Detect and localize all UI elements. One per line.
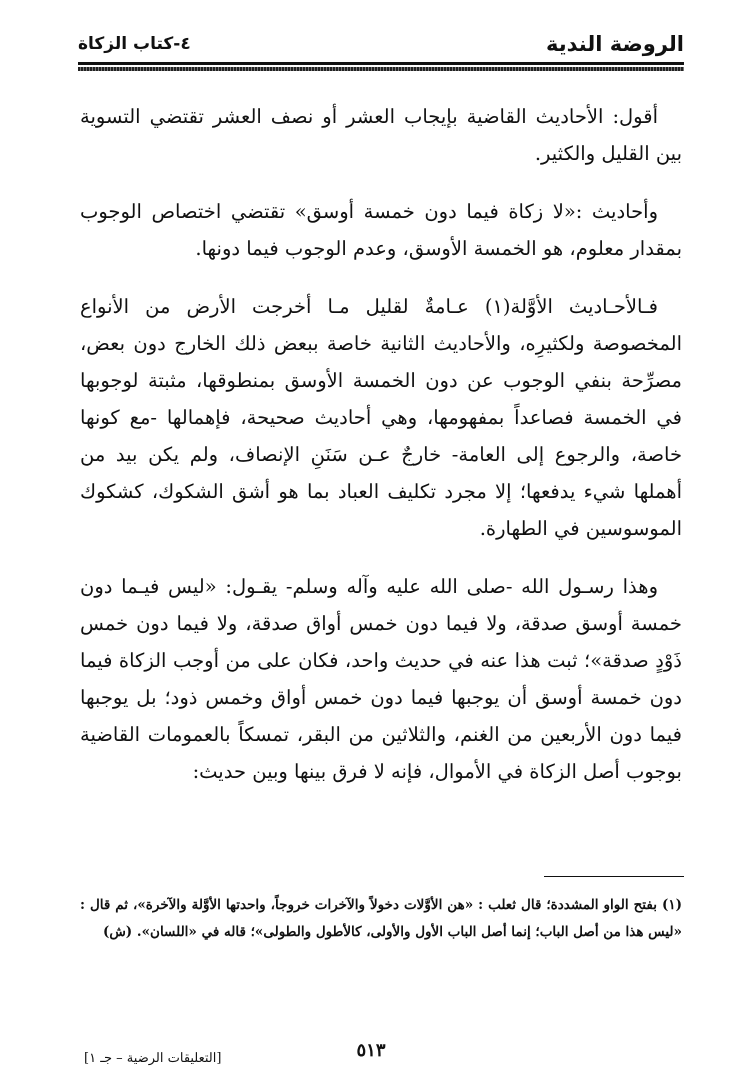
header-rule: [78, 62, 684, 65]
paragraph-3: فـالأحـاديث الأوَّلة(١) عـامةٌ لقليل مـا أخرجت الأرض من الأنواع المخصوصة ولكثيرِه، والأحاديث الثانية خاصة ببعض ذلك الخارج دون بعض، مصرِّحة بنفي الوجوب عن دون الخمسة الأوسق بمنطوقها، مثبتة لوجوبها في الخمسة فصاعداً بمفهومها، وهي أحاديث صحيحة، فإهمالها -مع كونها خاصة، والرجوع إلى العامة- خارجٌ عـن سَنَنِ الإنصاف، ولم يكن بيد من أهملها شيء يدفعها؛ إلا مجرد تكليف العباد بما هو أشق الشكوك، كشكوك الموسوسين في الطهارة.: [80, 295, 682, 540]
footer-note: [التعليقات الرضية – جـ ١]: [84, 1051, 222, 1066]
footnote: (١) بفتح الواو المشددة؛ قال ثعلب : «هن الأوَّلات دخولاً والآخرات خروجاً، واحدتها الأوَّلة والآخرة»، ثم قال : «ليس هذا من أصل الباب؛ إنما أصل الباب الأول والأولى، كالأطول والطولى»؛ قاله في «اللسان». (ش): [80, 897, 682, 940]
chapter-title: ٤-كتاب الزكاة: [78, 34, 191, 54]
paragraph-1: أقول: الأحاديث القاضية بإيجاب العشر أو نصف العشر تقتضي التسوية بين القليل والكثير.: [80, 105, 682, 165]
book-title: الروضة الندية: [546, 32, 684, 56]
main-text: [80, 98, 682, 811]
footnote-separator: [544, 876, 684, 877]
paragraph-4: وهذا رسـول الله -صلى الله عليه وآله وسلم- يقـول: «ليس فيـما دون خمسة أوسق صدقة، ولا فيما دون خمس أواق صدقة، ولا فيما دون خمس ذَوْدٍ صدقة»؛ ثبت هذا عنه في حديث واحد، فكان على من أوجب الزكاة فيما دون خمسة أوسق أن يوجبها فيما دون خمس أواق وخمس ذود؛ بل يوجبها فيما دون الأربعين من الغنم، والثلاثين من البقر، تمسكاً بالعمومات القاضية بوجوب أصل الزكاة في الأموال، فإنه لا فرق بينها وبين حديث:: [80, 575, 682, 783]
paragraph-2: وأحاديث :«لا زكاة فيما دون خمسة أوسق» تقتضي اختصاص الوجوب بمقدار معلوم، هو الخمسة الأوسق، وعدم الوجوب فيما دونها.: [80, 200, 682, 260]
page-number: ٥١٣: [356, 1040, 386, 1061]
header-rule-pattern: [78, 67, 684, 71]
